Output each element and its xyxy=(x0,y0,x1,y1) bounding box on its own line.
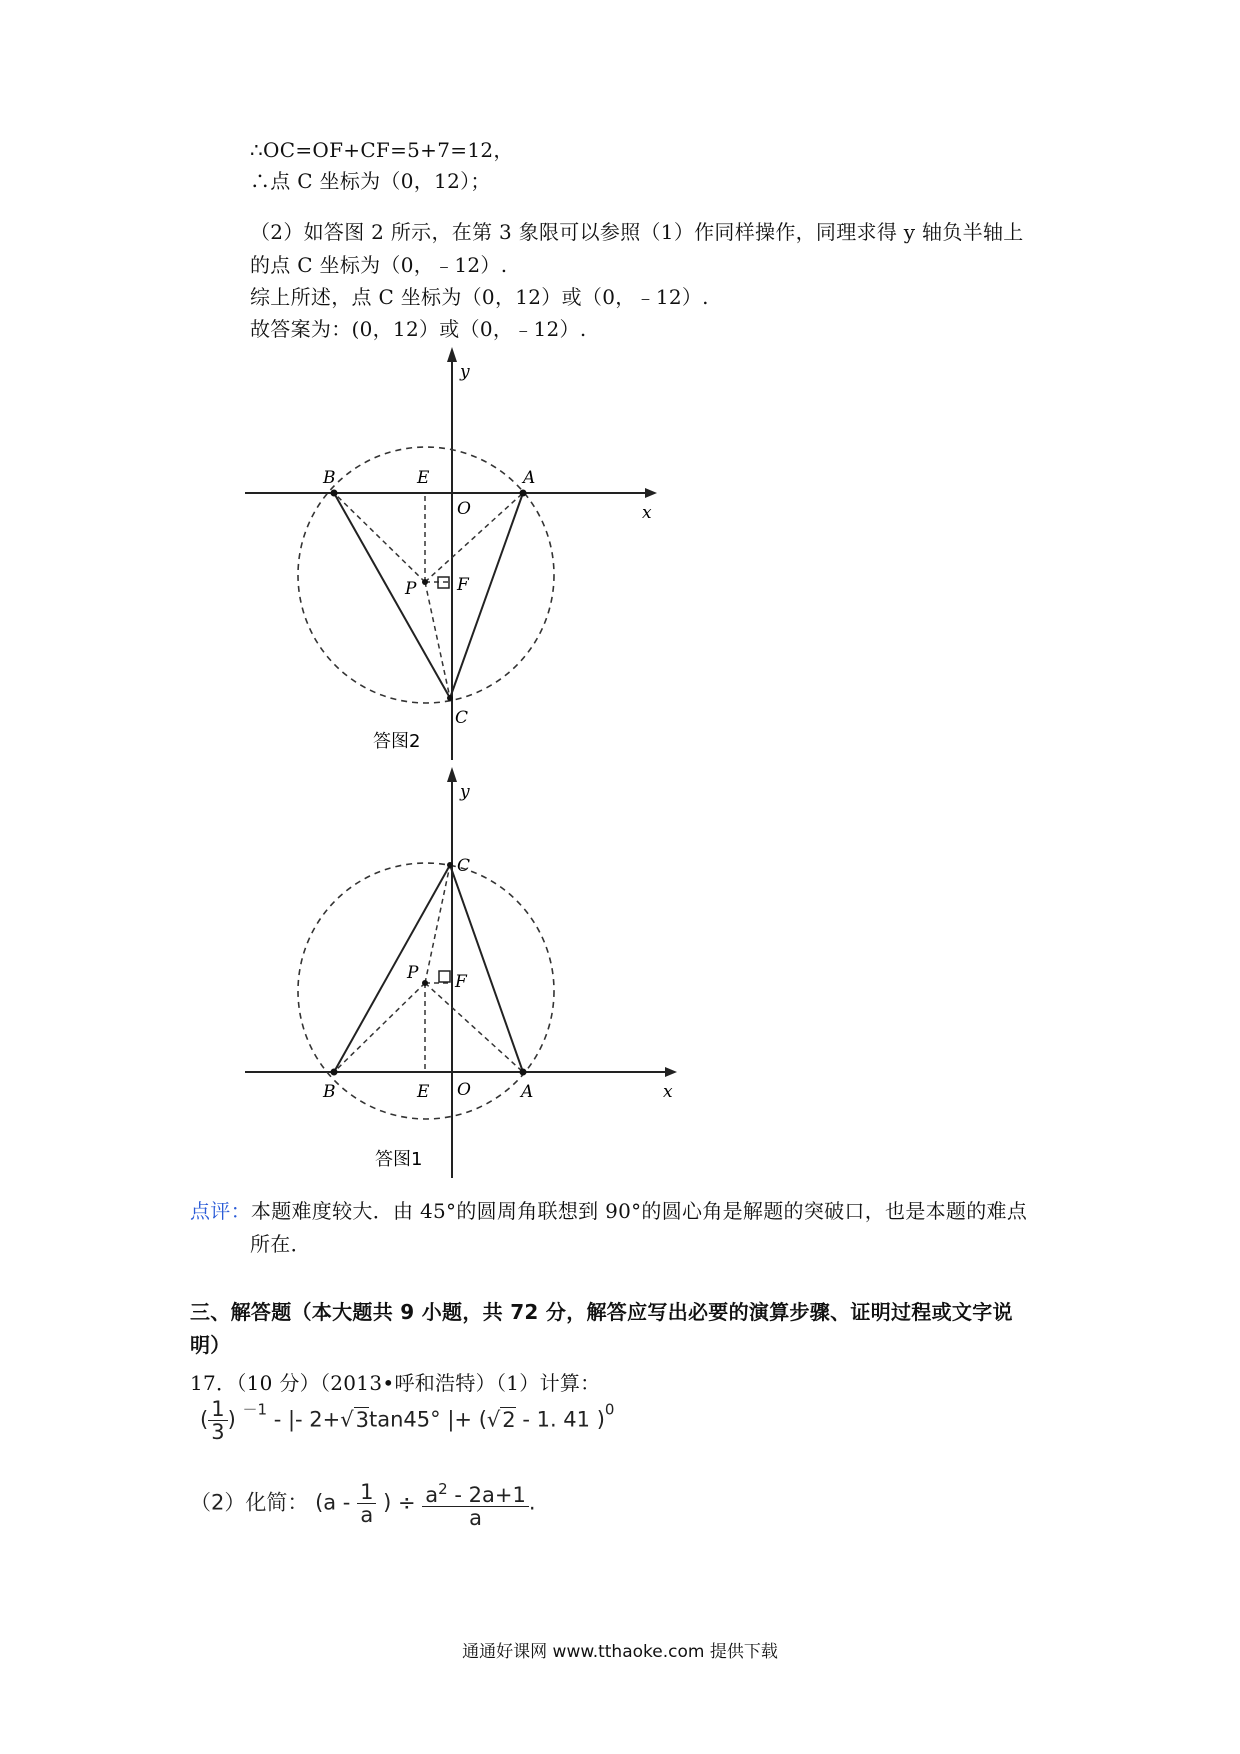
solution-line-6: 故答案为：(0，12）或（0，﹣12）. xyxy=(250,317,587,341)
label-y: y xyxy=(460,362,470,382)
segment-PB xyxy=(334,983,425,1072)
segment-PC xyxy=(425,865,450,983)
label-B: B xyxy=(323,1082,336,1102)
label-P: P xyxy=(405,579,417,599)
point-P xyxy=(422,980,428,986)
exponent-zero: 0 xyxy=(604,1400,615,1419)
solution-line-2: ∴点 C 坐标为（0，12）； xyxy=(250,169,491,193)
abs-close: |+ ( xyxy=(447,1407,487,1432)
label-P: P xyxy=(407,963,419,983)
label-E: E xyxy=(417,468,430,488)
label-C: C xyxy=(455,708,469,728)
figure-2-caption: 答图2 xyxy=(373,731,421,752)
label-O: O xyxy=(457,1080,471,1100)
y-axis-arrow xyxy=(447,767,457,782)
sqrt-2: 2 xyxy=(502,1407,516,1432)
label-B: B xyxy=(323,468,336,488)
fraction-numerator xyxy=(422,1478,529,1507)
point-B xyxy=(331,490,338,497)
point-A xyxy=(520,490,527,497)
numerator-base: a xyxy=(425,1483,439,1507)
point-A xyxy=(520,1069,527,1076)
close-paren: ) xyxy=(227,1407,236,1432)
solution-line-4: 的点 C 坐标为（0，﹣12）. xyxy=(250,253,508,277)
point-P xyxy=(422,579,428,585)
label-x: x xyxy=(663,1082,673,1102)
review-line-1 xyxy=(190,1196,1027,1226)
fraction-numerator: 1 xyxy=(357,1481,376,1504)
figure-1-caption: 答图1 xyxy=(375,1149,423,1170)
label-E: E xyxy=(417,1082,430,1102)
y-axis-arrow xyxy=(447,347,457,362)
open-paren: ( xyxy=(200,1407,209,1432)
right-angle-mark xyxy=(439,971,450,982)
fraction-denominator: 3 xyxy=(211,1420,225,1444)
label-C: C xyxy=(457,856,471,876)
fraction-denominator: a xyxy=(360,1503,374,1527)
label-F: F xyxy=(457,575,469,595)
fraction-numerator: 1 xyxy=(208,1398,227,1421)
segment-PB xyxy=(334,493,425,582)
question-17-header: 17．（10 分）（2013•呼和浩特）（1）计算： xyxy=(190,1371,601,1395)
page-footer: 通通好课网 www.tthaoke.com 提供下载 xyxy=(462,1642,778,1662)
segment-PA xyxy=(425,493,523,582)
figure-answer-2 xyxy=(245,345,685,765)
review-line-2: 所在． xyxy=(250,1232,311,1256)
exponent-minus-one: －1 xyxy=(242,1400,268,1419)
fraction-denominator: a xyxy=(469,1506,482,1530)
figure-answer-1 xyxy=(245,765,685,1185)
solution-line-1: ∴OC=OF+CF=5+7=12， xyxy=(250,138,514,162)
segment-PC xyxy=(425,582,450,698)
dashed-circle xyxy=(298,863,554,1119)
part2-label: （2）化简： xyxy=(190,1490,309,1515)
segment-BC xyxy=(334,493,450,698)
lhs-close-divide: ) ÷ xyxy=(383,1490,416,1515)
label-A: A xyxy=(523,468,536,488)
question-17-part1-formula xyxy=(200,1398,614,1443)
label-O: O xyxy=(457,499,471,519)
fraction-polynomial-over-a xyxy=(422,1478,529,1529)
abs-open: - |- 2+ xyxy=(273,1407,341,1432)
label-A: A xyxy=(521,1082,534,1102)
review-text-1: 本题难度较大．由 45°的圆周角联想到 90°的圆心角是解题的突破口，也是本题的难点 xyxy=(250,1199,1028,1223)
point-C xyxy=(447,695,453,701)
review-label: 点评： xyxy=(190,1199,251,1223)
sqrt-sign: √ xyxy=(486,1407,501,1432)
numerator-rest: - 2a+1 xyxy=(447,1483,526,1507)
segment-BC xyxy=(334,865,450,1072)
period: . xyxy=(528,1490,536,1515)
solution-line-5: 综上所述，点 C 坐标为（0，12）或（0，﹣12）. xyxy=(250,285,709,309)
segment-AC xyxy=(450,493,523,698)
x-axis-arrow xyxy=(645,488,657,498)
point-C xyxy=(447,862,453,868)
question-17-part2-formula xyxy=(190,1478,536,1529)
minus-1-41: - 1. 41 ) xyxy=(522,1407,605,1432)
tan-45: tan45° xyxy=(369,1407,441,1432)
numerator-exponent: 2 xyxy=(438,1480,448,1498)
x-axis-arrow xyxy=(665,1067,677,1077)
label-F: F xyxy=(455,972,467,992)
sqrt-3: 3 xyxy=(355,1407,370,1432)
label-y: y xyxy=(460,782,470,802)
label-x: x xyxy=(642,503,652,523)
fraction-one-over-a xyxy=(357,1481,376,1526)
point-B xyxy=(331,1069,338,1076)
lhs-open: (a - xyxy=(315,1490,351,1515)
sqrt-sign: √ xyxy=(340,1407,354,1432)
fraction-one-third xyxy=(208,1398,227,1443)
section-heading-line-1: 三、解答题（本大题共 9 小题，共 72 分，解答应写出必要的演算步骤、证明过程或文字说 xyxy=(190,1300,1013,1324)
section-heading-line-2: 明） xyxy=(190,1333,231,1357)
solution-line-3: （2）如答图 2 所示，在第 3 象限可以参照（1）作同样操作，同理求得 y 轴负半轴上 xyxy=(250,220,1024,244)
